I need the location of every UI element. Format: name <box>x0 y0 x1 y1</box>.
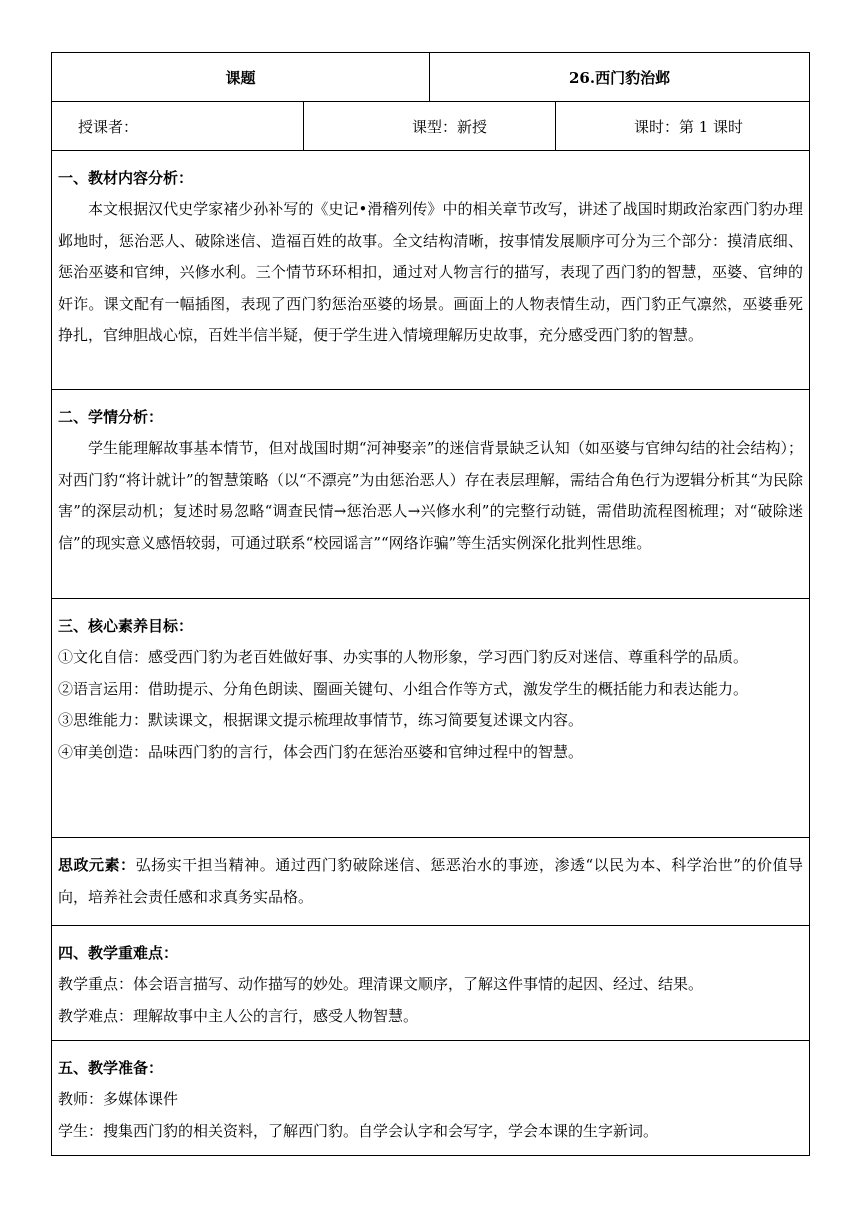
preparation-teacher: 教师：多媒体课件 <box>58 1090 179 1108</box>
preparation-student: 学生：搜集西门豹的相关资料，了解西门豹。自学会认字和会写字，学会本课的生字新词。 <box>58 1121 659 1140</box>
preparation-section <box>52 1041 810 1156</box>
goal-item: ③思维能力：默读课文，根据课文提示梳理故事情节，练习简要复述课文内容。 <box>58 711 584 729</box>
difficult-point: 教学难点：理解故事中主人公的言行，感受人物智慧。 <box>58 1006 419 1025</box>
keypoints-section <box>52 926 810 1041</box>
preparation-title: 五、教学准备： <box>58 1059 164 1077</box>
students-text: 学生能理解故事基本情节，但对战国时期“河神娶亲”的迷信背景缺乏认知（如巫婆与官绅勾结的社会结构）；对西门豹“将计就计”的智慧策略（以“不漂亮”为由惩治恶人）存在表层理解，需结合角色行为逻辑分析其“为民除害”的深层动机；复述时易忽略“调查民情→惩治恶人→兴修水利”的完整行动链，需借助流程图梳理；对“破除迷信”的现实意义感悟较弱，可通过联系“校园谣言”“网络诈骗”等生活实例深化批判性思维。 <box>58 439 804 552</box>
goals-section <box>52 599 810 838</box>
students-section <box>52 390 810 599</box>
material-text: 本文根据汉代史学家褚少孙补写的《史记•滑稽列传》中的相关章节改写，讲述了战国时期政治家西门豹办理邺地时，惩治恶人、破除迷信、造福百姓的故事。全文结构清晰，按事情发展顺序可分为三个部分：摸清底细、惩治巫婆和官绅，兴修水利。三个情节环环相扣，通过对人物言行的描写，表现了西门豹的智慧，巫婆、官绅的奸诈。课文配有一幅插图，表现了西门豹惩治巫婆的场景。画面上的人物表情生动，西门豹正气凛然，巫婆垂死挣扎，官绅胆战心惊，百姓半信半疑，便于学生进入情境理解历史故事，充分感受西门豹的智慧。 <box>58 200 804 344</box>
teacher-label: 授课者： <box>52 102 304 151</box>
goal-item: ①文化自信：感受西门豹为老百姓做好事、办实事的人物形象，学习西门豹反对迷信、尊重科学的品质。 <box>58 648 749 666</box>
goals-title: 三、核心素养目标： <box>58 617 194 635</box>
topic-label: 课题 <box>52 53 430 102</box>
lesson-type: 课型：新授 <box>304 102 556 151</box>
goal-item: ④审美创造：品味西门豹的言行，体会西门豹在惩治巫婆和官绅过程中的智慧。 <box>58 742 584 761</box>
students-title: 二、学情分析： <box>58 408 164 426</box>
goal-item: ②语言运用：借助提示、分角色朗读、圈画关键句、小组合作等方式，激发学生的概括能力和表达能力。 <box>58 679 749 698</box>
ideology-section <box>52 838 810 926</box>
info-row <box>52 102 810 151</box>
topic-row <box>52 53 810 102</box>
topic-value: 26.西门豹治邺 <box>430 53 810 102</box>
material-section <box>52 151 810 390</box>
keypoints-title: 四、教学重难点： <box>58 944 179 962</box>
lesson-time: 课时：第 1 课时 <box>556 102 810 151</box>
material-title: 一、教材内容分析： <box>58 169 194 187</box>
ideology-label: 思政元素： <box>58 856 136 874</box>
key-point: 教学重点：体会语言描写、动作描写的妙处。理清课文顺序，了解这件事情的起因、经过、结果。 <box>58 975 704 993</box>
lesson-plan-table <box>51 52 810 1156</box>
ideology-text: 弘扬实干担当精神。通过西门豹破除迷信、惩恶治水的事迹，渗透“以民为本、科学治世”的价值导向，培养社会责任感和求真务实品格。 <box>58 856 804 906</box>
lesson-plan-document <box>51 52 809 1156</box>
